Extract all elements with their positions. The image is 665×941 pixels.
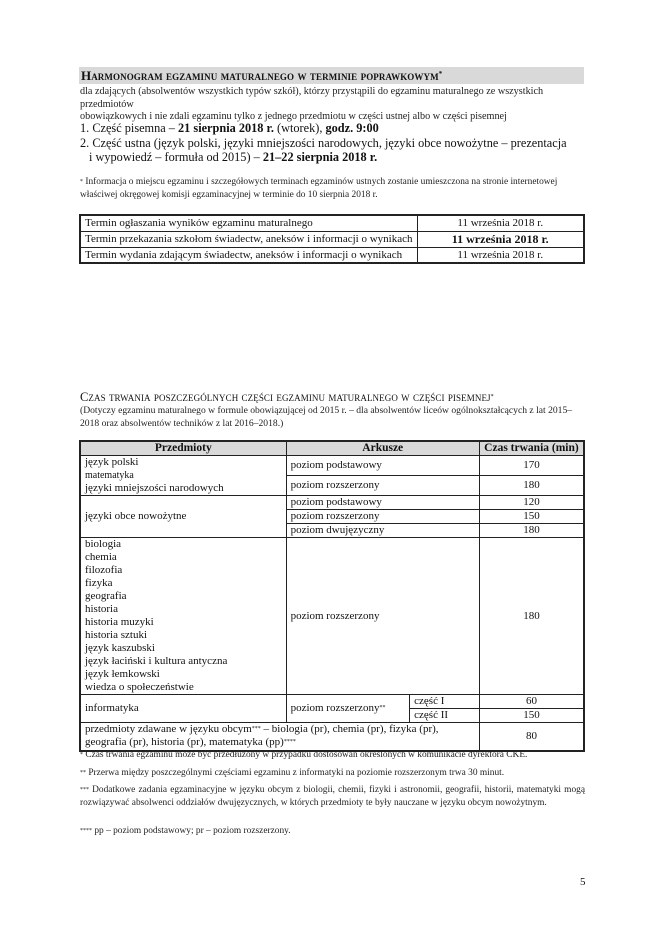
list-item-oral-continued [80, 150, 590, 165]
subject-name: język łemkowski [85, 668, 160, 680]
harmonogram-heading [79, 67, 584, 84]
table-row [80, 538, 584, 695]
footnote-3 [80, 784, 585, 810]
footnote-marker: * [80, 752, 83, 758]
foreign-language-subjects-cell [80, 723, 479, 751]
minutes-cell: 180 [479, 538, 584, 695]
footnote-marker: *** [251, 726, 261, 733]
minutes-cell: 180 [479, 476, 584, 496]
subject-name: język łaciński i kultura antyczna [85, 655, 228, 667]
table-row [80, 723, 584, 751]
footnote-4 [80, 825, 585, 838]
table-row [80, 215, 584, 231]
level-cell: poziom dwujęzyczny [286, 524, 479, 538]
subjects-cell [80, 456, 286, 496]
row-date: 11 września 2018 r. [417, 247, 584, 263]
footnote-text: Przerwa między poszczególnymi częściami egzaminu z informatyki na poziomie rozszerzonym trwa 30 minut. [86, 768, 505, 778]
subtitle-line: dla zdających (absolwentów wszystkich typów szkół), którzy przystąpili do egzaminu maturalnego ze wszystkich przedmiotów [80, 86, 544, 110]
minutes-cell: 180 [479, 524, 584, 538]
note-text: właściwej okręgowej komisji egzaminacyjnej w terminie do 10 sierpnia 2018 r. [80, 190, 378, 200]
list-item-oral [80, 136, 590, 151]
subject-name: języki obce nowożytne [80, 496, 286, 538]
subject-name: informatyka [80, 695, 286, 723]
footnote-1 [80, 749, 585, 762]
subject-name: historia sztuki [85, 629, 148, 641]
item-text: i wypowiedź – formuła od 2015) – [89, 150, 263, 164]
footnote-marker: * [80, 179, 83, 185]
table-header-row [80, 441, 584, 456]
subject-name: języki mniejszości narodowych [85, 482, 224, 494]
table-row [80, 496, 584, 510]
item-date: 21–22 sierpnia 2018 r. [262, 150, 378, 164]
subtitle-line: 2018 oraz absolwentów techników z lat 2016–2018.) [80, 417, 284, 429]
page-number: 5 [580, 876, 586, 888]
table-row [80, 231, 584, 247]
part-cell: część I [410, 695, 480, 709]
subject-name: historia [85, 603, 118, 615]
results-dates-table [79, 214, 585, 264]
item-number: 1. [80, 121, 90, 135]
subject-name: matematyka [85, 470, 134, 481]
column-header-subjects: Przedmioty [80, 441, 286, 456]
footnote-text: Czas trwania egzaminu może być przedłużony w przypadku dostosowań określonych w komunikacie dyrektora CKE. [83, 750, 528, 760]
column-header-sheets: Arkusze [286, 441, 479, 456]
harmonogram-subtitle [80, 86, 590, 124]
level-cell: poziom rozszerzony [286, 510, 479, 524]
heading-text: Czas trwania poszczególnych części egzaminu maturalnego w części pisemnej [80, 390, 491, 404]
footnote-marker: * [490, 394, 494, 400]
footnote-marker: **** [80, 828, 92, 834]
subjects-cell [80, 538, 286, 695]
level-cell [286, 695, 410, 723]
subject-name: język polski [85, 456, 139, 468]
subject-text: przedmioty zdawane w języku obcym [85, 723, 252, 736]
subject-name: wiedza o społeczeństwie [85, 681, 194, 693]
row-label: Termin ogłaszania wyników egzaminu maturalnego [80, 215, 417, 231]
subject-name: filozofia [85, 564, 123, 576]
footnote-marker: ** [80, 770, 86, 776]
note-text: Informacja o miejscu egzaminu i szczegółowych terminach egzaminów ustnych zostanie umieszczona na stronie internetowej [85, 177, 558, 187]
minutes-cell: 60 [479, 695, 584, 709]
subtitle-line: obowiązkowych i nie zdali egzaminu tylko z jednego przedmiotu w części ustnej albo w części pisemnej [80, 111, 507, 122]
level-cell: poziom rozszerzony [286, 538, 479, 695]
footnote-marker: * [438, 70, 443, 78]
item-text: Część ustna (język polski, języki mniejszości narodowych, języki obce nowożytne – prezentacja [92, 135, 567, 150]
row-date: 11 września 2018 r. [417, 215, 584, 231]
item-text: (wtorek), [273, 121, 326, 135]
footnote-text: pp – poziom podstawowy; pr – poziom rozszerzony. [92, 826, 291, 836]
footnote-2 [80, 767, 585, 780]
item-time: godz. 9:00 [325, 121, 379, 135]
heading-text: Harmonogram egzaminu maturalnego w terminie poprawkowym [81, 68, 439, 83]
table-row [80, 695, 584, 709]
item-number: 2. [80, 135, 90, 150]
subtitle-line: (Dotyczy egzaminu maturalnego w formule obowiązującej od 2015 r. – dla absolwentów liceów ogólnokształcących z lat 2015– [80, 405, 573, 416]
subject-name: geografia [85, 590, 127, 602]
footnote-text: Dodatkowe zadania egzaminacyjne w języku obcym z biologii, chemii, fizyki i astronomii, geografii, historii, matematyki mogą rozwiązywać absolwenci oddziałów dwujęzycznych, w których przedmioty te były nauczane w języku obcym nowożytnym. [80, 785, 585, 808]
subject-name: biologia [85, 538, 122, 550]
level-cell: poziom rozszerzony [286, 476, 479, 496]
list-item-written [80, 121, 590, 136]
subject-text: – biologia (pr), chemia (pr), fizyka (pr), [260, 723, 439, 736]
duration-subtitle [80, 405, 590, 430]
column-header-duration: Czas trwania (min) [479, 441, 584, 456]
level-cell: poziom podstawowy [286, 496, 479, 510]
footnote-marker: **** [283, 739, 296, 746]
exam-duration-table [79, 440, 585, 752]
footnote-marker: *** [80, 787, 89, 793]
table-row [80, 456, 584, 476]
minutes-cell: 150 [479, 709, 584, 723]
part-cell: część II [410, 709, 480, 723]
minutes-cell: 120 [479, 496, 584, 510]
row-label: Termin wydania zdającym świadectw, aneksów i informacji o wynikach [80, 247, 417, 263]
subject-name: fizyka [85, 577, 113, 589]
item-date: 21 sierpnia 2018 r. [178, 121, 274, 135]
level-cell: poziom podstawowy [286, 456, 479, 476]
minutes-cell: 80 [479, 723, 584, 751]
minutes-cell: 170 [479, 456, 584, 476]
exam-schedule-list [80, 121, 590, 165]
minutes-cell: 150 [479, 510, 584, 524]
row-label: Termin przekazania szkołom świadectw, aneksów i informacji o wynikach [80, 231, 417, 247]
item-text: Część pisemna – [92, 121, 179, 135]
row-date: 11 września 2018 r. [417, 231, 584, 247]
duration-heading [80, 390, 590, 405]
subject-name: chemia [85, 551, 117, 563]
table-row [80, 247, 584, 263]
subject-name: historia muzyki [85, 616, 154, 628]
footnote-marker: ** [379, 705, 386, 711]
subject-name: język kaszubski [85, 642, 155, 654]
subject-text: geografia (pr), historia (pr), matematyka (pp) [85, 736, 284, 749]
oral-exam-note [80, 176, 590, 202]
level-text: poziom rozszerzony [290, 702, 380, 714]
